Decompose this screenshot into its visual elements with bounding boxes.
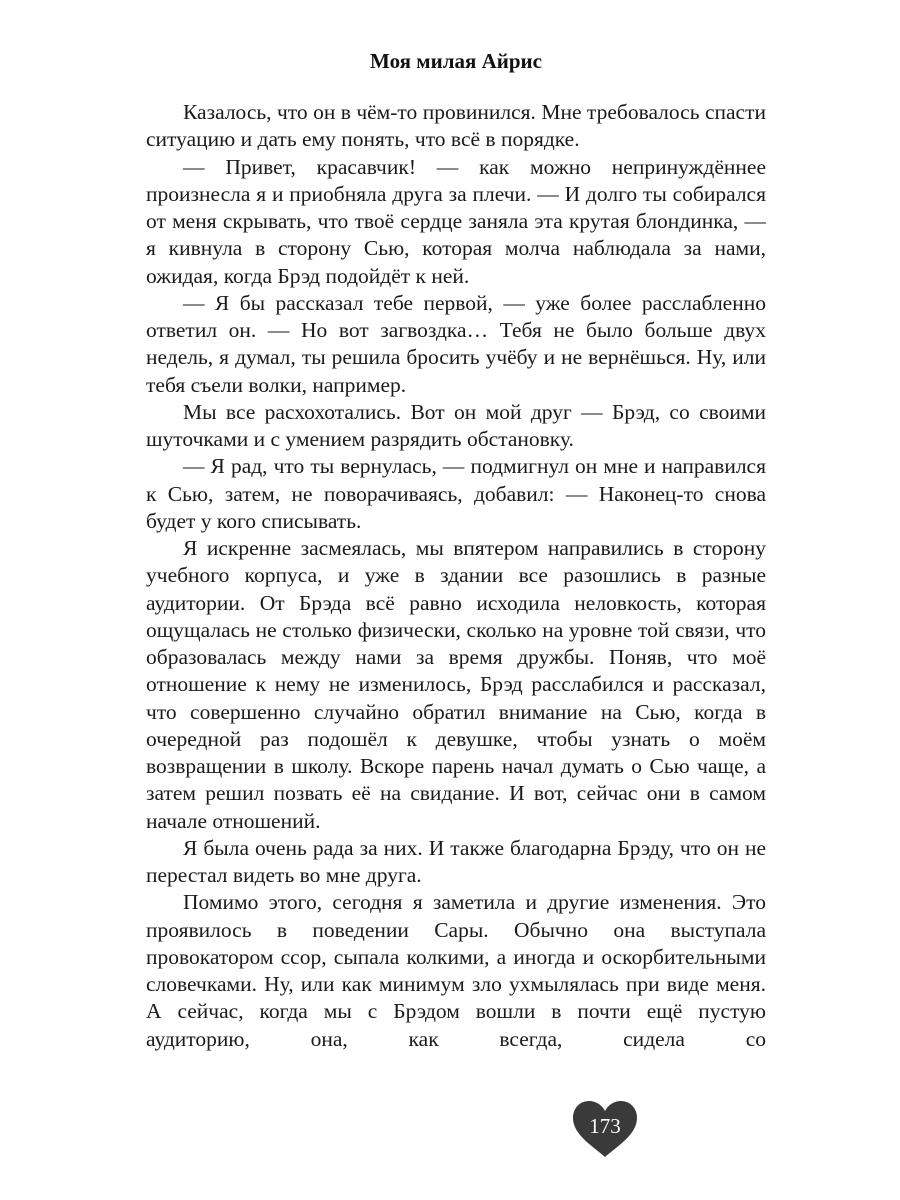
paragraph: Я искренне засмеялась, мы впятером направились в сторону учебного корпуса, и уже в здании все разошлись в разные аудитории. От Брэда всё равно исходила неловкость, которая ощущалась не столько физически, сколько на уровне той связи, что образовалась между нами за время дружбы. Поняв, что моё отношение к нему не изменилось, Брэд расслабился и рассказал, что совершенно случайно обратил внимание на Сью, когда в очередной раз подошёл к девушке, чтобы узнать о моём возвращении в школу. Вскоре парень начал думать о Сью чаще, а затем решил позвать её на свидание. И вот, сейчас они в самом начале отношений. — [146, 536, 766, 833]
book-page — [146, 0, 766, 1200]
paragraph: Мы все расхохотались. Вот он мой друг — Брэд, со своими шуточками и с умением разрядить обстановку. — [146, 399, 766, 451]
body-text — [146, 99, 766, 1053]
page-number-badge — [572, 1100, 638, 1158]
paragraph: Казалось, что он в чём-то провинился. Мне требовалось спасти ситуацию и дать ему понять, что всё в порядке. — [146, 100, 766, 152]
paragraph: Помимо этого, сегодня я заметила и другие изменения. Это проявилось в поведении Сары. Обычно она выступала провокатором ссор, сыпала колкими, а иногда и оскорбительными словечками. Ну, или как минимум зло ухмылялась при виде меня. А сейчас, когда мы с Брэдом вошли в почти ещё пустую аудиторию, она, как всегда, сидела со — [146, 890, 766, 1051]
paragraph: — Я рад, что ты вернулась, — подмигнул он мне и направился к Сью, затем, не поворачиваясь, добавил: — Наконец-то снова будет у кого списывать. — [146, 454, 766, 533]
paragraph: Я была очень рада за них. И также благодарна Брэду, что он не перестал видеть во мне друга. — [146, 835, 766, 887]
page-number: 173 — [589, 1114, 621, 1138]
running-title: Моя милая Айрис — [370, 49, 542, 73]
paragraph: — Я бы рассказал тебе первой, — уже более расслабленно ответил он. — Но вот загвоздка… Тебя не было больше двух недель, я думал, ты решила бросить учёбу и не вернёшься. Ну, или тебя съели волки, например. — [146, 290, 766, 397]
paragraph: — Привет, красавчик! — как можно непринуждённее произнесла я и приобняла друга за плечи. — И долго ты собирался от меня скрывать, что твоё сердце заняла эта крутая блондинка, — я кивнула в сторону Сью, которая молча наблюдала за нами, ожидая, когда Брэд подойдёт к ней. — [146, 154, 766, 288]
